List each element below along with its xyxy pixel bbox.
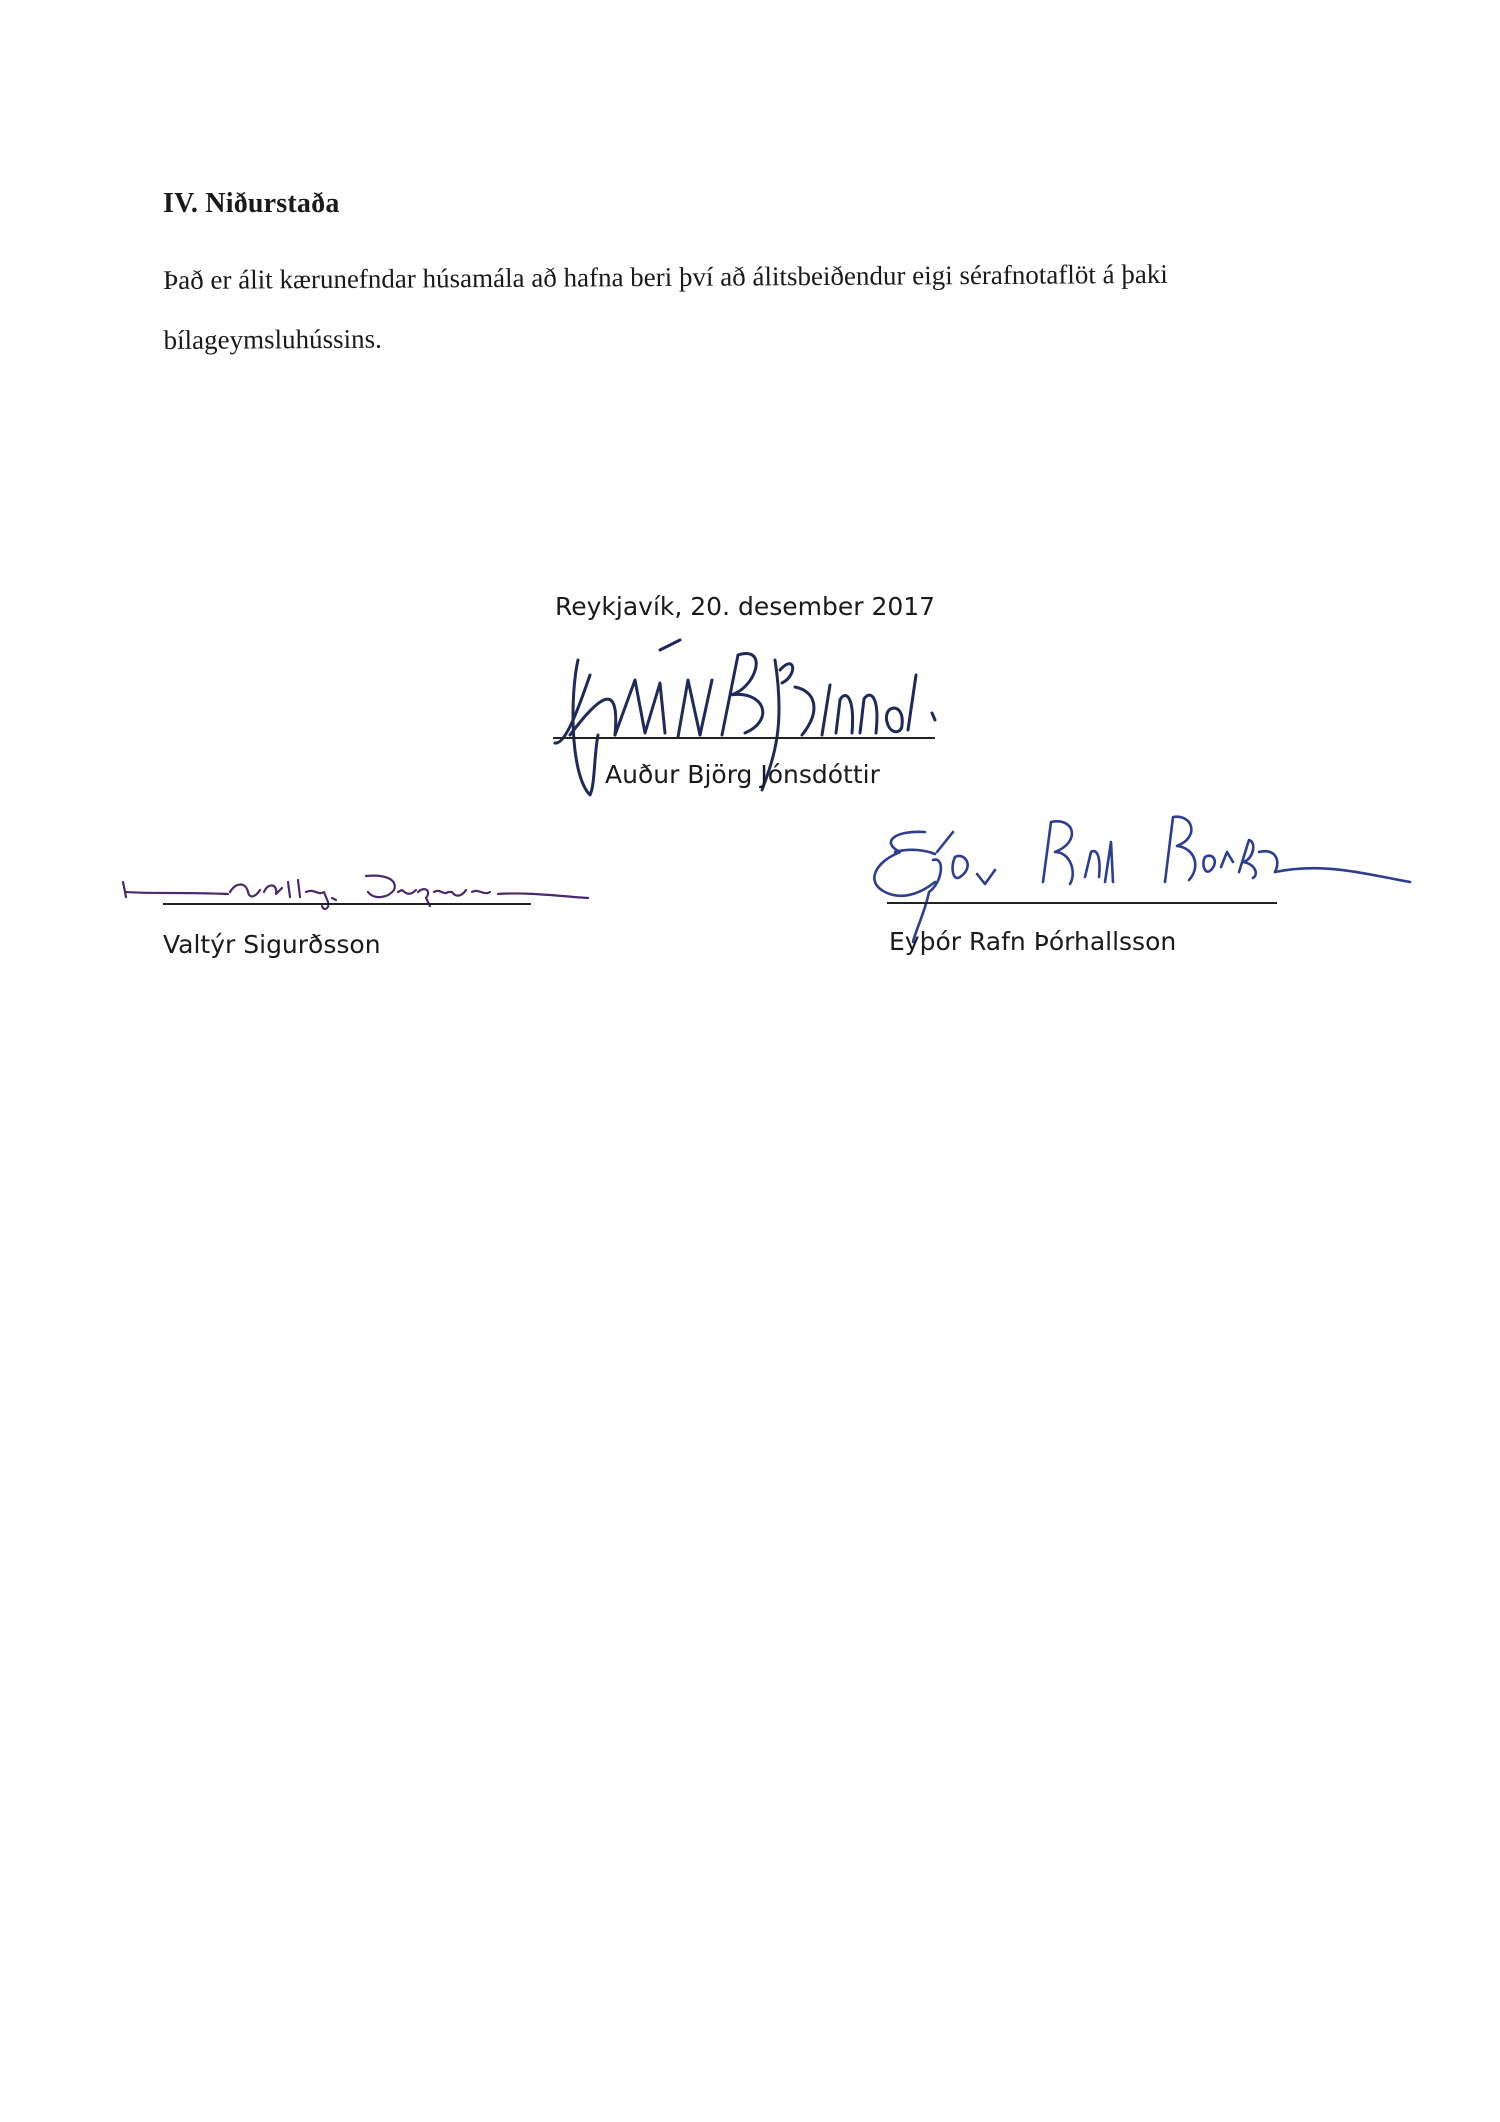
signatory-name-audur: Auður Björg Jónsdóttir xyxy=(605,760,880,789)
signatory-name-valtyr: Valtýr Sigurðsson xyxy=(163,930,381,959)
signature-line-valtyr xyxy=(163,903,531,905)
signature-line-audur xyxy=(553,737,935,739)
signatory-name-eythor: Eyþór Rafn Þórhallsson xyxy=(889,927,1177,956)
signature-audur xyxy=(540,635,960,825)
signature-line-eythor xyxy=(887,902,1277,904)
section-heading: IV. Niðurstaða xyxy=(163,188,340,219)
place-date: Reykjavík, 20. desember 2017 xyxy=(555,592,936,621)
signature-valtyr xyxy=(118,852,598,932)
conclusion-paragraph: Það er álit kærunefndar húsamála að hafna beri því að álitsbeiðendur eigi sérafnotaflöt á þaki bílageymsluhússins. xyxy=(163,258,1168,355)
